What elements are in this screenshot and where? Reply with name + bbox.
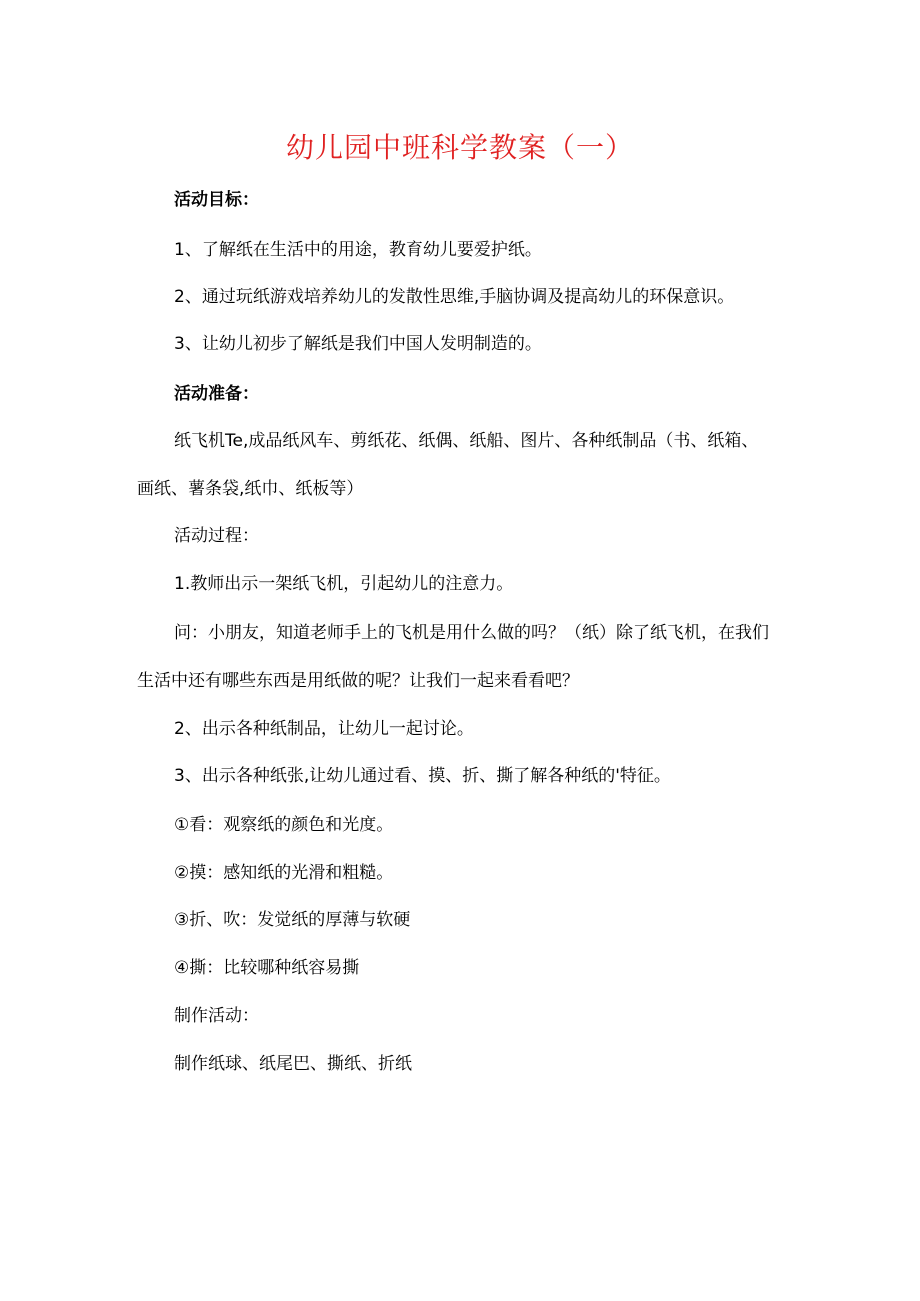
goal-item-2: 2、通过玩纸游戏培养幼儿的发散性思维,手脑协调及提高幼儿的环保意识。 [174, 287, 735, 307]
process-heading: 活动过程： [174, 526, 259, 546]
make-heading: 制作活动： [174, 1006, 259, 1026]
sub-item-look: ①看：观察纸的颜色和光度。 [174, 815, 394, 835]
question-line-1: 问：小朋友，知道老师手上的飞机是用什么做的吗？（纸）除了纸飞机，在我们 [174, 623, 769, 643]
document-title: 幼儿园中班科学教案（一） [285, 131, 634, 164]
process-step-1: 1.教师出示一架纸飞机，引起幼儿的注意力。 [174, 574, 514, 594]
goal-item-1: 1、了解纸在生活中的用途，教育幼儿要爱护纸。 [174, 240, 542, 260]
process-step-2: 2、出示各种纸制品，让幼儿一起讨论。 [174, 719, 474, 739]
prep-heading: 活动准备： [174, 384, 259, 404]
prep-line-1: 纸飞机Te,成品纸风车、剪纸花、纸偶、纸船、图片、各种纸制品（书、纸箱、 [174, 431, 759, 451]
sub-item-touch: ②摸：感知纸的光滑和粗糙。 [174, 863, 394, 883]
question-line-2: 生活中还有哪些东西是用纸做的呢？让我们一起来看看吧？ [137, 671, 579, 691]
process-step-3: 3、出示各种纸张,让幼儿通过看、摸、折、撕了解各种纸的'特征。 [174, 766, 671, 786]
make-items: 制作纸球、纸尾巴、撕纸、折纸 [174, 1054, 412, 1074]
goal-item-3: 3、让幼儿初步了解纸是我们中国人发明制造的。 [174, 334, 542, 354]
sub-item-fold: ③折、吹：发觉纸的厚薄与软硬 [174, 910, 411, 930]
sub-item-tear: ④撕：比较哪种纸容易撕 [174, 958, 360, 978]
prep-line-2: 画纸、薯条袋,纸巾、纸板等） [137, 479, 364, 499]
goals-heading: 活动目标： [174, 190, 259, 210]
